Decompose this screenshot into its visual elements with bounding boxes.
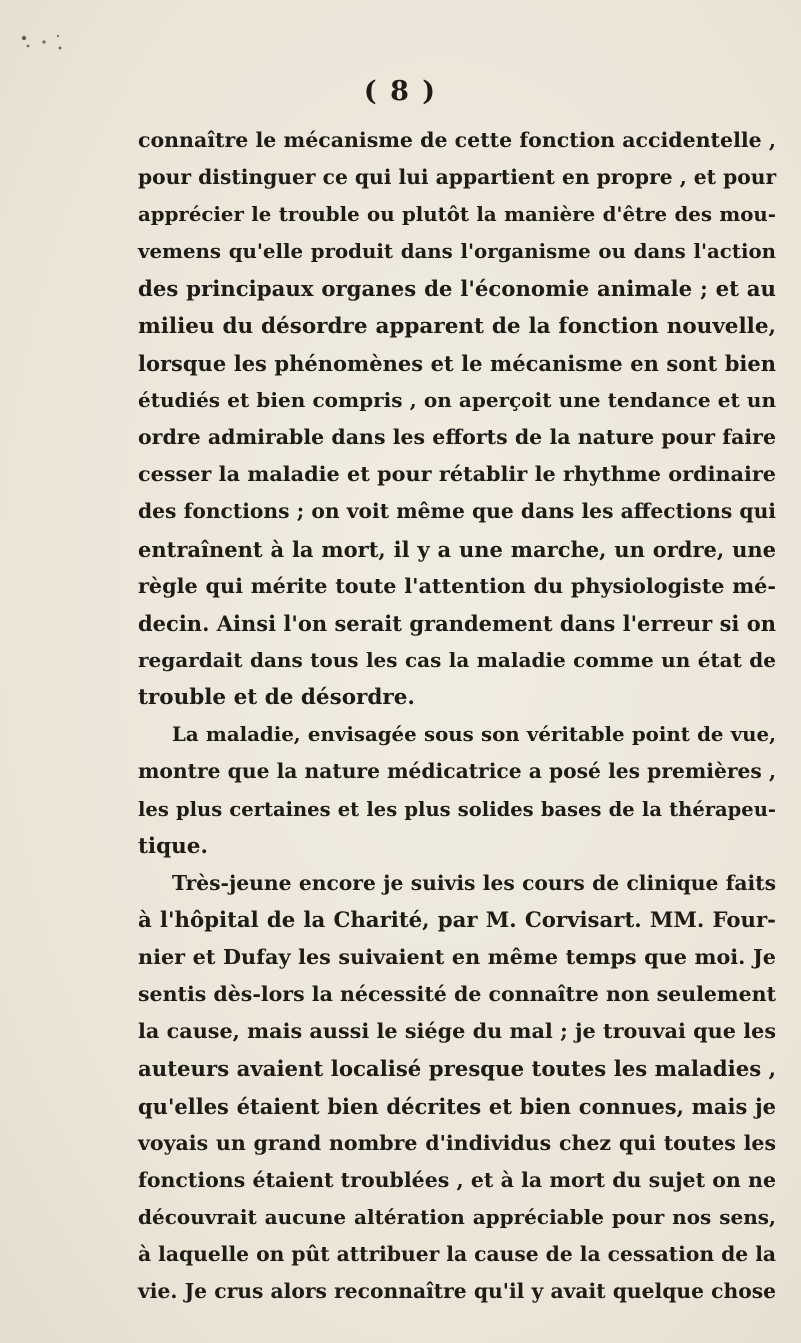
- text-line: milieu du désordre apparent de la fonction nouvelle,: [138, 313, 776, 339]
- text-line: des principaux organes de l'économie animale ; et au: [138, 276, 776, 302]
- text-line: qu'elles étaient bien décrites et bien connues, mais je: [138, 1093, 776, 1119]
- text-line: vemens qu'elle produit dans l'organisme ou dans l'action: [138, 239, 776, 264]
- text-line: montre que la nature médicatrice a posé les premières ,: [138, 759, 776, 784]
- text-line: fonctions étaient troublées , et à la mort du sujet on ne: [138, 1167, 776, 1192]
- text-line: à l'hôpital de la Charité, par M. Corvisart. MM. Four-: [138, 907, 776, 933]
- text-line: decin. Ainsi l'on serait grandement dans l'erreur si on: [138, 610, 776, 636]
- text-line: lorsque les phénomènes et le mécanisme en sont bien: [138, 350, 776, 376]
- text-line: connaître le mécanisme de cette fonction accidentelle ,: [138, 128, 776, 152]
- page-number: ( 8 ): [363, 76, 438, 107]
- body-text: [138, 122, 776, 1311]
- text-line: trouble et de désordre.: [138, 685, 415, 711]
- text-line: apprécier le trouble ou plutôt la manière d'être des mou-: [138, 202, 776, 227]
- text-line: cesser la maladie et pour rétablir le rhythme ordinaire: [138, 462, 776, 487]
- text-line: Très-jeune encore je suivis les cours de clinique faits: [172, 870, 776, 895]
- text-line: ordre admirable dans les efforts de la nature pour faire: [138, 425, 776, 450]
- text-line: sentis dès-lors la nécessité de connaître non seulement: [138, 982, 777, 1007]
- text-line: La maladie, envisagée sous son véritable point de vue,: [172, 722, 776, 747]
- ink-specks-decoration: [14, 24, 74, 84]
- text-line: regardait dans tous les cas la maladie comme un état de: [138, 647, 776, 672]
- text-line: des fonctions ; on voit même que dans les affections qui: [138, 499, 776, 524]
- text-line: pour distinguer ce qui lui appartient en propre , et pour: [138, 165, 777, 190]
- text-line: règle qui mérite toute l'attention du physiologiste mé-: [138, 573, 776, 598]
- text-line: à laquelle on pût attribuer la cause de la cessation de la: [138, 1242, 777, 1267]
- text-line: entraînent à la mort, il y a une marche, un ordre, une: [138, 536, 776, 562]
- text-line: découvrait aucune altération appréciable pour nos sens,: [138, 1205, 776, 1230]
- text-line: tique.: [138, 833, 208, 859]
- text-line: vie. Je crus alors reconnaître qu'il y avait quelque chose: [138, 1279, 776, 1304]
- text-line: voyais un grand nombre d'individus chez qui toutes les: [138, 1130, 776, 1155]
- text-line: étudiés et bien compris , on aperçoit une tendance et un: [138, 387, 776, 412]
- text-line: les plus certaines et les plus solides bases de la thérapeu-: [138, 797, 776, 821]
- text-line: auteurs avaient localisé presque toutes les maladies ,: [138, 1056, 776, 1082]
- text-line: nier et Dufay les suivaient en même temps que moi. Je: [138, 945, 776, 970]
- text-line: la cause, mais aussi le siége du mal ; je trouvai que les: [138, 1019, 776, 1044]
